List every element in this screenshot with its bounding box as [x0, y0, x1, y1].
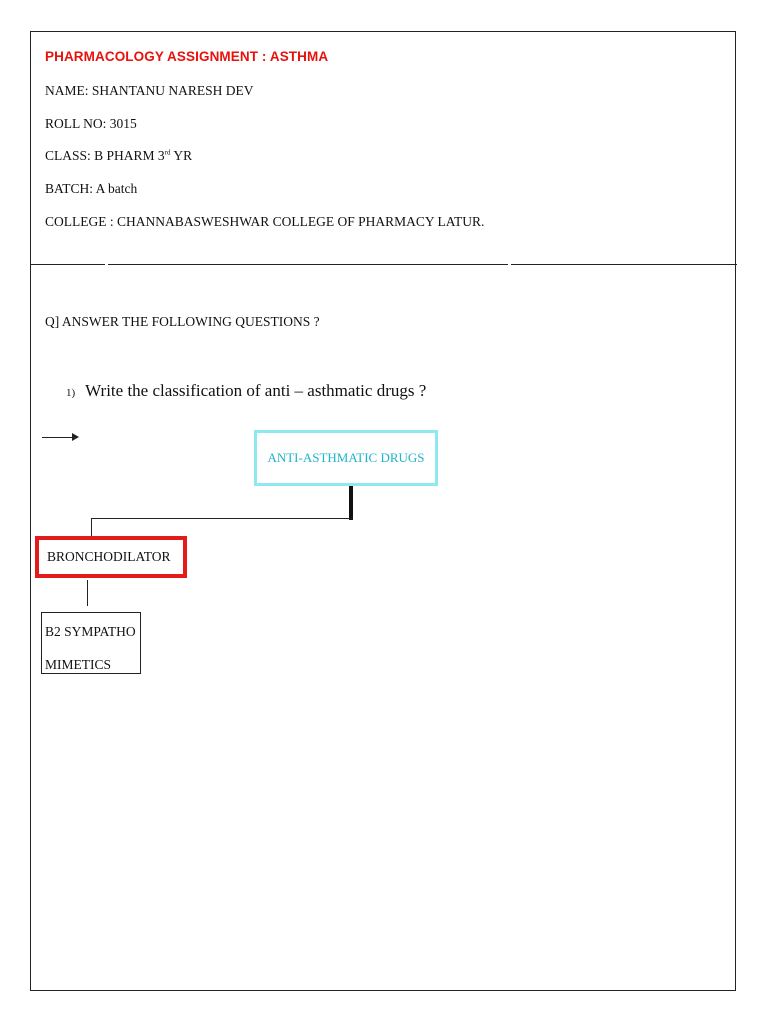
arrow-line: [42, 437, 74, 438]
question-text: Write the classification of anti – asthmatic drugs ?: [85, 381, 427, 400]
root-node-box: [254, 430, 438, 486]
college-info: COLLEGE : CHANNABASWESHWAR COLLEGE OF PHARMACY LATUR.: [45, 214, 485, 229]
student-name: NAME: SHANTANU NARESH DEV: [45, 83, 254, 98]
roll-number: ROLL NO: 3015: [45, 116, 137, 131]
class-suffix: YR: [170, 148, 193, 163]
connector-to-sympathomimetics: [87, 580, 88, 606]
connector-horizontal: [91, 518, 353, 519]
question-1: [66, 381, 426, 401]
question-number: 1): [66, 387, 76, 399]
divider-gap: [105, 263, 108, 266]
class-info: [45, 148, 192, 164]
batch-info: BATCH: A batch: [45, 181, 138, 196]
class-prefix: CLASS: B PHARM 3: [45, 148, 165, 163]
sympathomimetics-node-box: [41, 612, 141, 674]
connector-to-bronchodilator: [91, 518, 92, 537]
arrow-head-icon: [72, 433, 79, 441]
assignment-title: PHARMACOLOGY ASSIGNMENT : ASTHMA: [45, 49, 329, 64]
page-border: [30, 31, 736, 991]
sympathomimetics-label-line2: MIMETICS: [45, 657, 112, 672]
bronchodilator-node-box: [35, 536, 187, 578]
questions-heading: Q] ANSWER THE FOLLOWING QUESTIONS ?: [45, 314, 320, 329]
sympathomimetics-label-line1: B2 SYMPATHO: [45, 624, 136, 639]
connector-root-down: [349, 486, 353, 520]
divider-gap: [508, 263, 511, 266]
bronchodilator-label: BRONCHODILATOR: [47, 549, 171, 564]
section-divider: [31, 264, 737, 265]
root-node-label: ANTI-ASTHMATIC DRUGS: [267, 450, 425, 465]
class-superscript: rd: [164, 148, 171, 157]
